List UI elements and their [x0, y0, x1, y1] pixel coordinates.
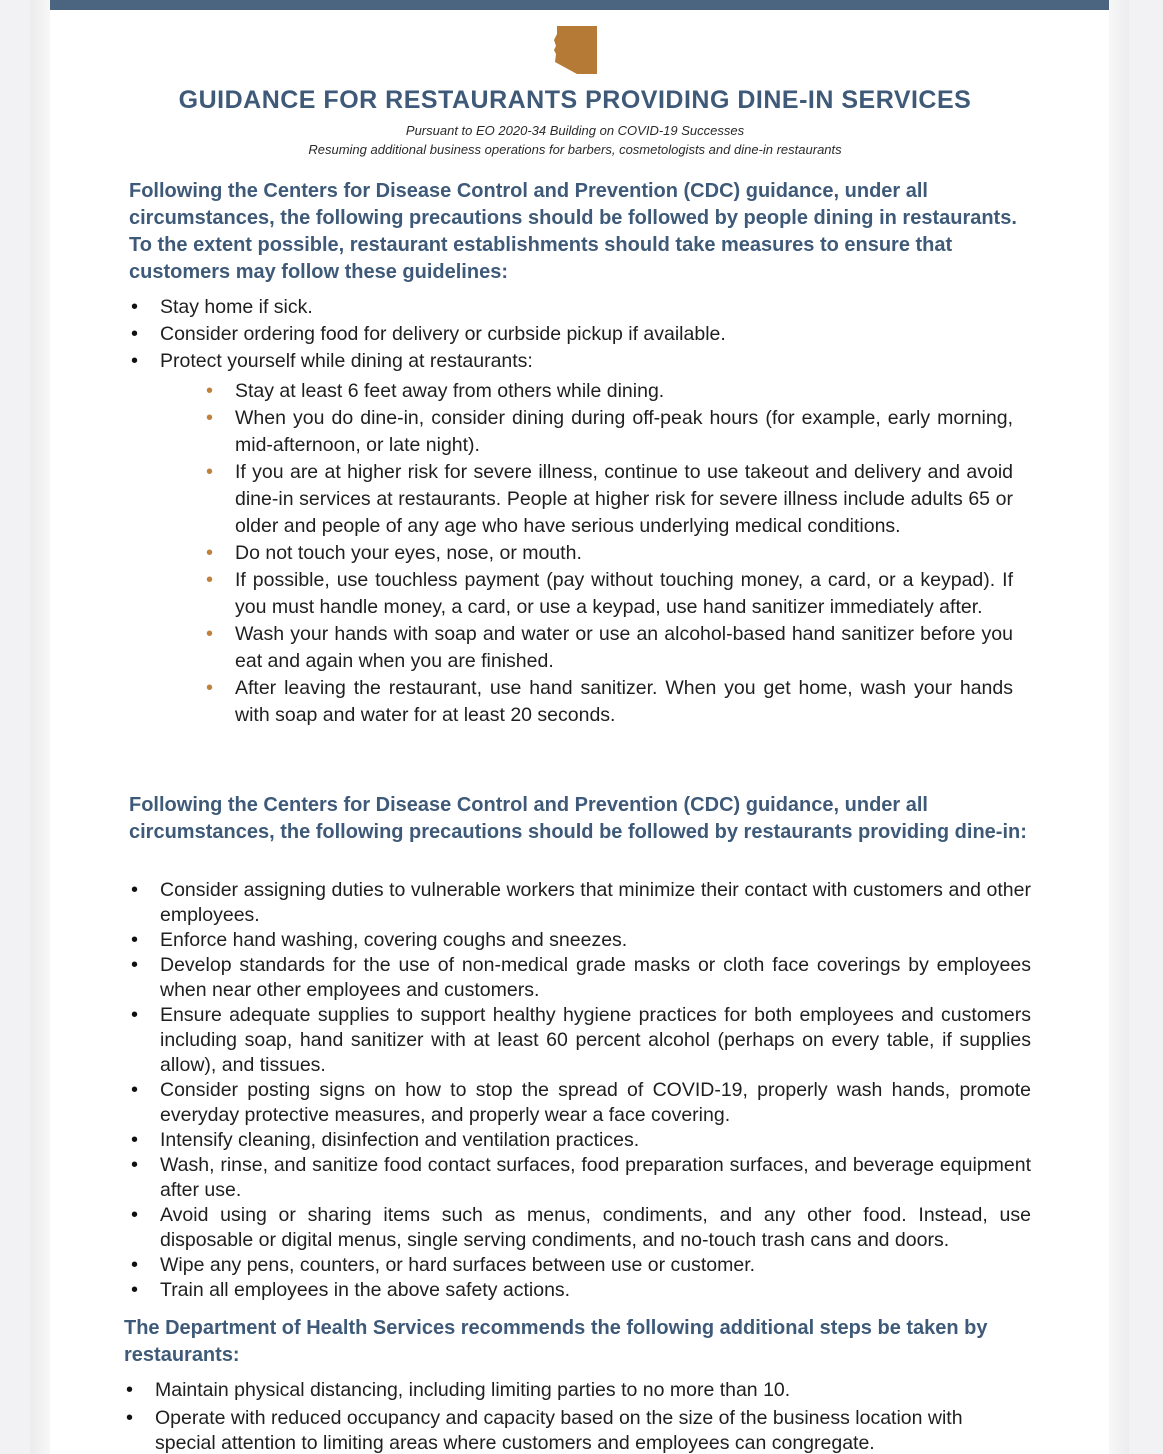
- section-3-heading: The Department of Health Services recommends the following additional steps be taken by restaurants:: [124, 1317, 988, 1366]
- list-item: • Consider ordering food for delivery or curbside pickup if available.: [129, 322, 1029, 347]
- sub-list-item: • If you are at higher risk for severe illness, continue to use takeout and delivery and avoid dine-in services at restaurants. People at higher risk for severe illness include adults 65 or older and people of any age who have serious underlying medical conditions.: [204, 459, 1013, 540]
- section-1-heading: Following the Centers for Disease Control and Prevention (CDC) guidance, under all circumstances, the following precautions should be followed by people dining in restaurants. To the extent possible, restaurant establishments should take measures to ensure that customers may follow these guidelines:: [129, 180, 1017, 283]
- list-item: • Consider posting signs on how to stop the spread of COVID-19, properly wash hands, promote everyday protective measures, and properly wear a face covering.: [129, 1078, 1031, 1128]
- sub-list-item: • Do not touch your eyes, nose, or mouth.: [204, 540, 1013, 567]
- list-item: • Wash, rinse, and sanitize food contact surfaces, food preparation surfaces, and beverage equipment after use.: [129, 1153, 1031, 1203]
- page-shadow-left: [30, 0, 50, 1454]
- list-item: • Develop standards for the use of non-medical grade masks or cloth face coverings by employees when near other employees and customers.: [129, 953, 1031, 1003]
- page-shadow-right: [1109, 0, 1129, 1454]
- list-item: • Operate with reduced occupancy and capacity based on the size of the business location with special attention to limiting areas where customers and employees can congregate.: [124, 1406, 1004, 1454]
- list-item: • Enforce hand washing, covering coughs and sneezes.: [129, 928, 1031, 953]
- sub-list-item: • Stay at least 6 feet away from others while dining.: [204, 378, 1013, 405]
- arizona-state-icon: [553, 24, 599, 76]
- subtitle-line-1: Pursuant to EO 2020-34 Building on COVID-19 Successes: [405, 123, 745, 138]
- list-item: • Train all employees in the above safety actions.: [129, 1278, 1031, 1303]
- section-1-list: [129, 295, 1029, 374]
- section-2-heading: Following the Centers for Disease Control and Prevention (CDC) guidance, under all circumstances, the following precautions should be followed by restaurants providing dine-in:: [129, 794, 1027, 843]
- sub-list-item: • If possible, use touchless payment (pay without touching money, a card, or a keypad). If you must handle money, a card, or use a keypad, use hand sanitizer immediately after.: [204, 567, 1013, 621]
- sub-list-item: • After leaving the restaurant, use hand sanitizer. When you get home, wash your hands with soap and water for at least 20 seconds.: [204, 675, 1013, 729]
- list-item: • Ensure adequate supplies to support healthy hygiene practices for both employees and customers including soap, hand sanitizer with at least 60 percent alcohol (perhaps on every table, if supplies allow), and tissues.: [129, 1003, 1031, 1078]
- list-item: • Maintain physical distancing, including limiting parties to no more than 10.: [124, 1378, 1004, 1403]
- section-2-list: [129, 878, 1031, 1303]
- sub-list-item: • When you do dine-in, consider dining during off-peak hours (for example, early morning, mid-afternoon, or late night).: [204, 405, 1013, 459]
- sub-list-item: • Wash your hands with soap and water or use an alcohol-based hand sanitizer before you eat and again when you are finished.: [204, 621, 1013, 675]
- subtitle-line-2: Resuming additional business operations for barbers, cosmetologists and dine-in restaurants: [308, 142, 842, 157]
- page-title: GUIDANCE FOR RESTAURANTS PROVIDING DINE-IN SERVICES: [178, 86, 972, 114]
- list-item: • Consider assigning duties to vulnerable workers that minimize their contact with customers and other employees.: [129, 878, 1031, 928]
- list-item: • Protect yourself while dining at restaurants:: [129, 349, 1029, 374]
- list-item: • Avoid using or sharing items such as menus, condiments, and any other food. Instead, use disposable or digital menus, single serving condiments, and no-touch trash cans and doors.: [129, 1203, 1031, 1253]
- document-page: [50, 0, 1109, 1454]
- list-item: • Stay home if sick.: [129, 295, 1029, 320]
- list-item: • Wipe any pens, counters, or hard surfaces between use or customer.: [129, 1253, 1031, 1278]
- section-3-list: [124, 1378, 1004, 1454]
- list-item: • Intensify cleaning, disinfection and ventilation practices.: [129, 1128, 1031, 1153]
- section-1-sub-list: [204, 378, 1013, 729]
- header-bar: [50, 0, 1109, 10]
